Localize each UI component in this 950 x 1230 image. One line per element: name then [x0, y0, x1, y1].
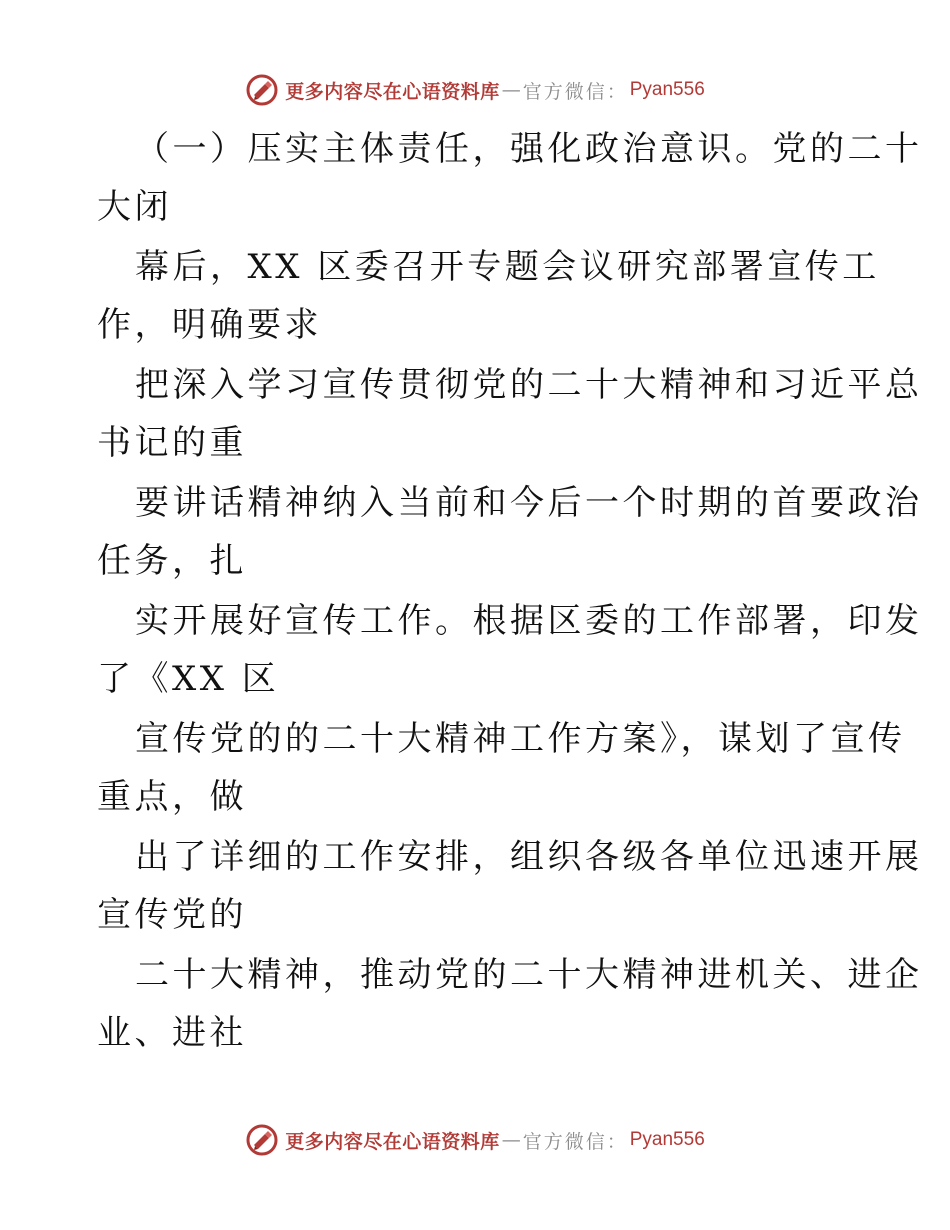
text-line: 大闭	[97, 187, 172, 227]
text-line: 实开展好宣传工作。根据区委的工作部署，印发	[135, 601, 923, 641]
text-line: 宣传党的	[97, 895, 247, 935]
text-line: 书记的重	[97, 423, 247, 463]
banner-dash: —	[501, 79, 521, 101]
text-line: 幕后，XX 区委召开专题会议研究部署宣传工	[135, 247, 880, 287]
banner-wechat-id: Pyan556	[629, 79, 705, 100]
banner-wechat-label: 官方微信：	[522, 80, 628, 103]
banner-wechat-id: Pyan556	[629, 1129, 705, 1150]
text-line: 业、进社	[97, 1013, 247, 1053]
banner-dash: —	[501, 1129, 521, 1151]
text-line: 重点，做	[97, 777, 247, 817]
text-line: 把深入学习宣传贯彻党的二十大精神和习近平总	[135, 365, 923, 405]
brand-logo-icon	[245, 73, 279, 107]
banner-title: 更多内容尽在心语资料库	[285, 80, 500, 103]
banner-text	[285, 1127, 705, 1154]
banner-text	[285, 77, 705, 104]
text-line: 宣传党的的二十大精神工作方案》，谋划了宣传	[135, 719, 906, 759]
text-line: 作，明确要求	[97, 305, 322, 345]
banner-wechat-label: 官方微信：	[522, 1130, 628, 1153]
banner-title: 更多内容尽在心语资料库	[285, 1130, 500, 1153]
text-line: 任务，扎	[97, 541, 247, 581]
header-banner	[0, 70, 950, 110]
footer-banner	[0, 1120, 950, 1160]
brand-logo-icon	[245, 1123, 279, 1157]
text-line: 了《XX 区	[97, 659, 280, 699]
text-line: 出了详细的工作安排，组织各级各单位迅速开展	[135, 837, 923, 877]
text-line: （一）压实主体责任，强化政治意识。党的二十	[135, 129, 923, 169]
text-line: 二十大精神，推动党的二十大精神进机关、进企	[135, 955, 923, 995]
text-line: 要讲话精神纳入当前和今后一个时期的首要政治	[135, 483, 923, 523]
